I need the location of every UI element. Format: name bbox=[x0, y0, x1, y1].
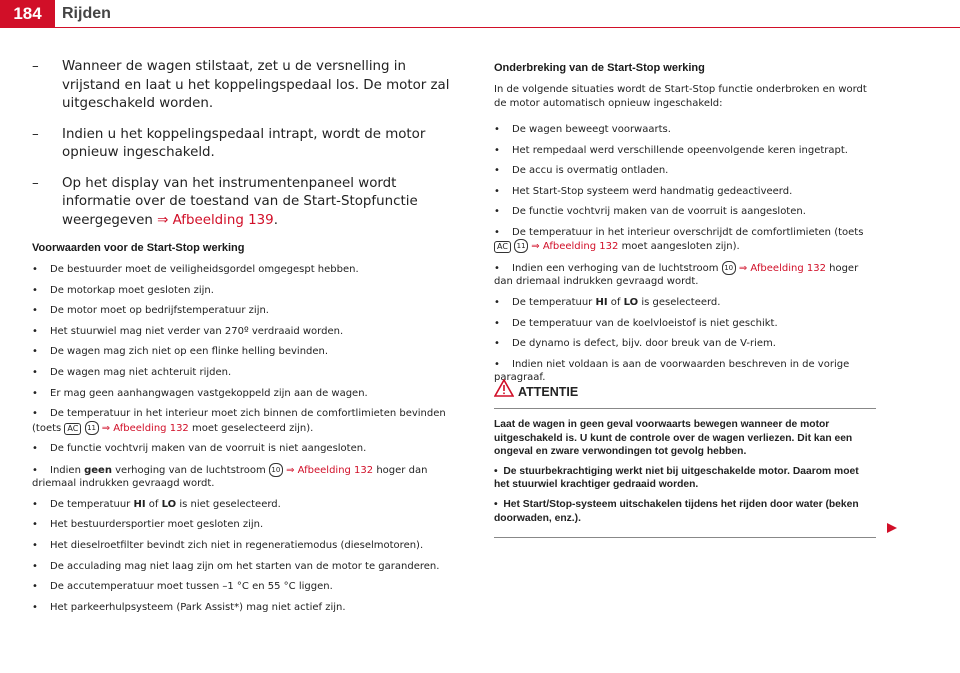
list-item: • Er mag geen aanhangwagen vastgekoppeld zijn aan de wagen. bbox=[32, 387, 368, 399]
dash-item: – Wanneer de wagen stilstaat, zet u de versnelling in vrijstand en laat u het koppelingspedaal los. De motor zal uitgeschakeld worden. bbox=[32, 59, 450, 111]
list-item: • De wagen beweegt voorwaarts. bbox=[494, 124, 671, 135]
list-item: • De motorkap moet gesloten zijn. bbox=[32, 284, 214, 296]
page-number-box bbox=[0, 0, 55, 28]
right-column bbox=[494, 62, 874, 392]
attention-box bbox=[494, 376, 876, 538]
list-item: • Het stuurwiel mag niet verder van 270º verdraaid worden. bbox=[32, 325, 344, 337]
list-item: • De wagen mag niet achteruit rijden. bbox=[32, 366, 232, 378]
section-heading: Onderbreking van de Start-Stop werking bbox=[494, 62, 705, 74]
list-item: • Het bestuurdersportier moet gesloten zijn. bbox=[32, 519, 264, 531]
list-item: • De wagen mag zich niet op een flinke helling bevinden. bbox=[32, 346, 329, 358]
control-number-icon: 11 bbox=[514, 239, 528, 253]
list-item: • Indien geen verhoging van de luchtstroom 10 ⇒ Afbeelding 132 hoger dan driemaal indrukken gevraagd wordt. bbox=[32, 464, 428, 490]
list-item: • De acculading mag niet laag zijn om het starten van de motor te garanderen. bbox=[32, 560, 440, 572]
list-item: • De temperatuur van de koelvloeistof is niet geschikt. bbox=[494, 317, 778, 329]
figure-link[interactable]: ⇒ Afbeelding 139 bbox=[157, 212, 274, 228]
control-number-icon: 10 bbox=[722, 261, 736, 275]
list-item: • De accutemperatuur moet tussen –1 °C en 55 °C liggen. bbox=[32, 581, 333, 593]
attention-bullet: • Het Start/Stop-systeem uitschakelen tijdens het rijden door water (beken doorwaden, enz.). bbox=[494, 498, 859, 524]
chapter-title: Rijden bbox=[62, 5, 111, 22]
continue-arrow-icon bbox=[886, 522, 898, 534]
header-divider bbox=[0, 27, 960, 28]
list-item: • De dynamo is defect, bijv. door breuk van de V-riem. bbox=[494, 338, 776, 350]
list-item: • De temperatuur in het interieur moet zich binnen de comfortlimieten bevinden (toets AC 11 ⇒ Afbeelding 132 moet geselecteerd zijn). bbox=[32, 408, 446, 434]
list-item: • De functie vochtvrij maken van de voorruit is aangesloten. bbox=[494, 206, 806, 218]
attention-paragraph: Laat de wagen in geen geval voorwaarts bewegen wanneer de motor uitgeschakeld is. U kunt de controle over de wagen verliezen. Dit kan een ongeval en zware verwondingen tot gevolg hebben. bbox=[494, 419, 853, 458]
ac-button-icon: AC bbox=[64, 423, 81, 435]
left-column bbox=[32, 58, 462, 621]
attention-body bbox=[494, 418, 876, 531]
list-item: • De temperatuur HI of LO is geselecteerd. bbox=[494, 296, 721, 308]
ac-button-icon: AC bbox=[494, 241, 511, 253]
list-item: • De temperatuur HI of LO is niet geselecteerd. bbox=[32, 498, 281, 510]
figure-link[interactable]: ⇒ Afbeelding 132 bbox=[738, 262, 826, 274]
dash-item: – Indien u het koppelingspedaal intrapt, wordt de motor opnieuw ingeschakeld. bbox=[32, 126, 426, 160]
list-item: • De motor moet op bedrijfstemperatuur zijn. bbox=[32, 305, 269, 317]
attention-divider bbox=[494, 408, 876, 409]
control-number-icon: 10 bbox=[269, 463, 283, 477]
attention-title: ATTENTIE bbox=[518, 385, 579, 399]
figure-link[interactable]: ⇒ Afbeelding 132 bbox=[531, 241, 619, 253]
dash-item: – Op het display van het instrumentenpaneel wordt informatie over de toestand van de Start-Stopfunctie weergegeven ⇒ Afbeelding 139. bbox=[32, 175, 418, 228]
warning-icon bbox=[494, 379, 514, 397]
list-item: • De functie vochtvrij maken van de voorruit is niet aangesloten. bbox=[32, 443, 367, 455]
list-item: • De temperatuur in het interieur overschrijdt de comfortlimieten (toets AC 11 ⇒ Afbeelding 132 moet aangesloten zijn). bbox=[494, 226, 864, 253]
attention-header bbox=[494, 376, 876, 408]
attention-bullet: • De stuurbekrachtiging werkt niet bij uitgeschakelde motor. Daarom moet het stuurwiel krachtiger gedraaid worden. bbox=[494, 465, 859, 491]
list-item: • Het dieselroetfilter bevindt zich niet in regeneratiemodus (dieselmotoren). bbox=[32, 539, 424, 551]
control-number-icon: 11 bbox=[85, 421, 99, 435]
attention-bottom-line bbox=[494, 537, 876, 538]
list-item: • Indien niet voldaan is aan de voorwaarden beschreven in de vorige paragraaf. bbox=[494, 358, 850, 384]
list-item: • Het rempedaal werd verschillende opeenvolgende keren ingetrapt. bbox=[494, 144, 848, 156]
list-item: • Indien een verhoging van de luchtstroom 10 ⇒ Afbeelding 132 hoger dan driemaal indrukken gevraagd wordt. bbox=[494, 262, 859, 288]
intro-paragraph: In de volgende situaties wordt de Start-Stop functie onderbroken en wordt de motor automatisch opnieuw ingeschakeld: bbox=[494, 84, 867, 109]
page-header bbox=[0, 0, 960, 28]
list-item: • Het parkeerhulpsysteem (Park Assist*) mag niet actief zijn. bbox=[32, 601, 346, 613]
section-heading: Voorwaarden voor de Start-Stop werking bbox=[32, 242, 245, 254]
list-item: • De bestuurder moet de veiligheidsgordel omgegespt hebben. bbox=[32, 264, 359, 275]
list-item: • Het Start-Stop systeem werd handmatig gedeactiveerd. bbox=[494, 185, 793, 197]
figure-link[interactable]: ⇒ Afbeelding 132 bbox=[286, 464, 374, 476]
page-number: 184 bbox=[13, 4, 42, 23]
list-item: • De accu is overmatig ontladen. bbox=[494, 165, 669, 177]
figure-link[interactable]: ⇒ Afbeelding 132 bbox=[101, 422, 189, 434]
